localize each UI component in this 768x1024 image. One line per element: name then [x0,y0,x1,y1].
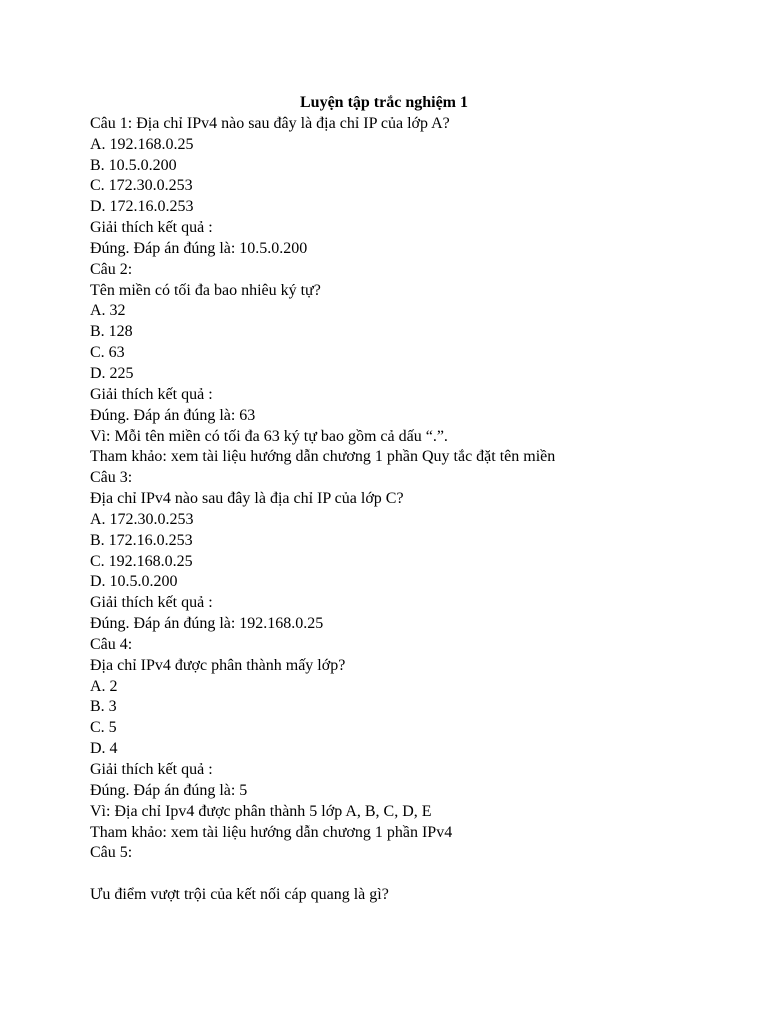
question-4-option-d: D. 4 [90,740,118,758]
question-1-option-b: B. 10.5.0.200 [90,156,177,174]
question-1-option-d: D. 172.16.0.253 [90,198,194,216]
document-title: Luyện tập trắc nghiệm 1 [300,94,468,111]
question-5-text: Ưu điểm vượt trội của kết nối cáp quang là gì? [90,886,389,904]
question-2-option-c: C. 63 [90,344,125,362]
question-4-option-b: B. 3 [90,698,117,716]
question-3-option-d: D. 10.5.0.200 [90,573,178,591]
question-5-heading: Câu 5: [90,844,133,862]
question-4-option-c: C. 5 [90,719,117,737]
question-1-answer: Đúng. Đáp án đúng là: 10.5.0.200 [90,239,308,257]
question-4-option-a: A. 2 [90,677,118,695]
question-2-reference: Tham khảo: xem tài liệu hướng dẫn chương 1 phần Quy tắc đặt tên miền [90,448,556,466]
question-4-heading: Câu 4: [90,635,133,653]
question-1-explanation-label: Giải thích kết quả : [90,219,213,237]
question-3-option-c: C. 192.168.0.25 [90,552,193,570]
question-2-heading: Câu 2: [90,260,133,278]
question-2-text: Tên miền có tối đa bao nhiêu ký tự? [90,281,321,299]
question-3-answer: Đúng. Đáp án đúng là: 192.168.0.25 [90,615,324,633]
question-4-text: Địa chỉ IPv4 được phân thành mấy lớp? [90,656,346,674]
question-3-option-b: B. 172.16.0.253 [90,531,193,549]
question-2-option-b: B. 128 [90,323,133,341]
question-2-option-a: A. 32 [90,302,126,320]
question-1-option-a: A. 192.168.0.25 [90,135,194,153]
question-3-explanation-label: Giải thích kết quả : [90,594,213,612]
question-2-answer: Đúng. Đáp án đúng là: 63 [90,406,256,424]
question-4-answer: Đúng. Đáp án đúng là: 5 [90,781,248,799]
question-4-reason: Vì: Địa chỉ Ipv4 được phân thành 5 lớp A, B, C, D, E [90,802,432,820]
question-3-option-a: A. 172.30.0.253 [90,510,194,528]
question-2-option-d: D. 225 [90,364,134,382]
question-4-reference: Tham khảo: xem tài liệu hướng dẫn chương 1 phần IPv4 [90,823,453,841]
question-2-explanation-label: Giải thích kết quả : [90,385,213,403]
question-1-option-c: C. 172.30.0.253 [90,177,193,195]
question-2-reason: Vì: Mỗi tên miền có tối đa 63 ký tự bao gồm cả dấu “.”. [90,427,448,445]
document-body [90,93,690,906]
blank-line [90,864,690,885]
question-1-text: Câu 1: Địa chỉ IPv4 nào sau đây là địa chỉ IP của lớp A? [90,114,450,132]
question-4-explanation-label: Giải thích kết quả : [90,761,213,778]
question-3-heading: Câu 3: [90,469,133,487]
question-3-text: Địa chỉ IPv4 nào sau đây là địa chỉ IP của lớp C? [90,490,404,508]
